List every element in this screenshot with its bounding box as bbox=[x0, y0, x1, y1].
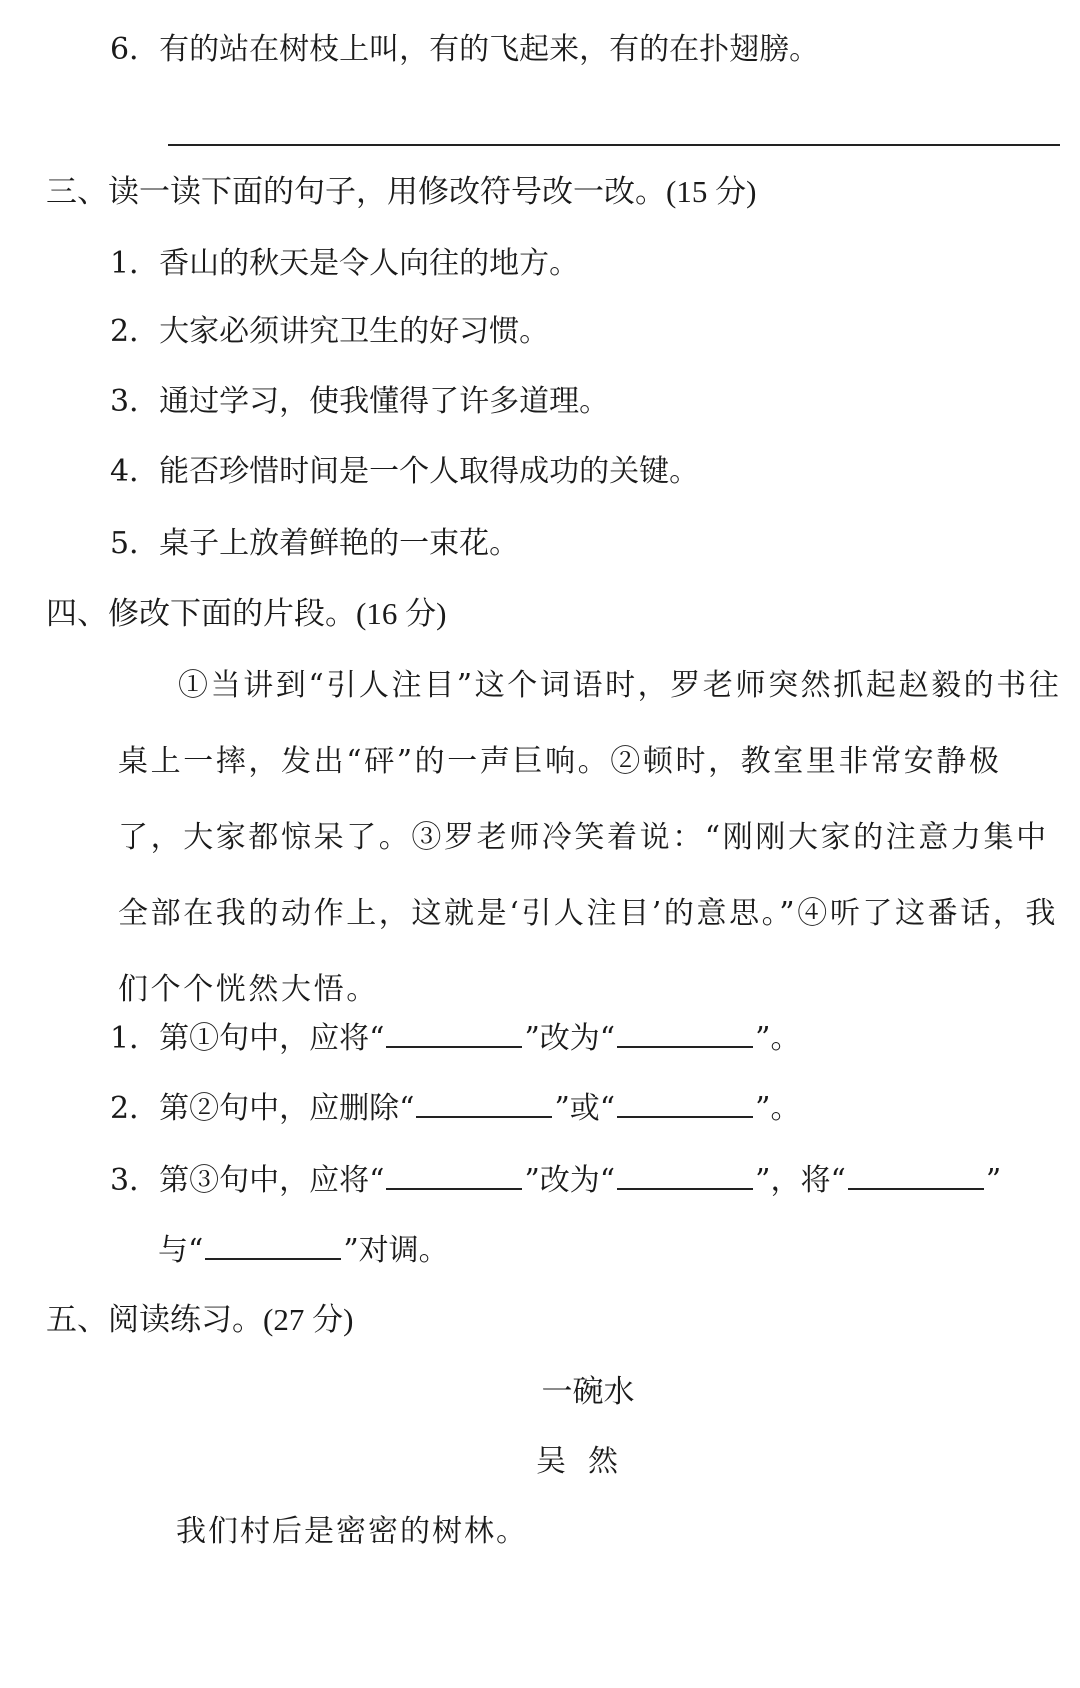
sentence-2: ②顿时，教室里非常安静极了，大家都惊呆了。 bbox=[118, 744, 1002, 855]
question-text: ”。 bbox=[755, 1091, 801, 1126]
section-points: (16 分) bbox=[356, 596, 447, 631]
question-text: ”或“ bbox=[554, 1091, 616, 1126]
s4-question-2 bbox=[110, 1086, 800, 1129]
item-number: 1． bbox=[110, 246, 160, 281]
answer-blank[interactable] bbox=[386, 1016, 522, 1048]
sentence-4: ④听了这番话，我们个个恍然大悟。 bbox=[118, 896, 1059, 1007]
s4-question-3-continued bbox=[158, 1228, 449, 1271]
question-text: ”改为“ bbox=[524, 1021, 616, 1056]
question-number: 1． bbox=[110, 1021, 160, 1056]
item-number: 3． bbox=[110, 384, 160, 419]
item-number: 4． bbox=[110, 454, 160, 489]
answer-blank[interactable] bbox=[386, 1158, 522, 1190]
q2-item-6 bbox=[110, 30, 819, 70]
section-5-heading bbox=[46, 1300, 353, 1340]
question-text: 第①句中，应将“ bbox=[159, 1021, 385, 1056]
question-text: ”改为“ bbox=[524, 1163, 616, 1198]
item-text: 通过学习，使我懂得了许多道理。 bbox=[159, 384, 610, 419]
question-text: ”。 bbox=[755, 1021, 801, 1056]
item-number: 6． bbox=[110, 32, 160, 67]
section-heading-text: 四、修改下面的片段。 bbox=[46, 596, 356, 632]
item-text: 能否珍惜时间是一个人取得成功的关键。 bbox=[159, 454, 700, 489]
question-text: ”对调。 bbox=[343, 1233, 449, 1268]
s3-item-4 bbox=[110, 452, 699, 492]
section-heading-text: 五、阅读练习。 bbox=[46, 1302, 263, 1338]
s3-item-2 bbox=[110, 312, 549, 352]
item-text: 有的站在树枝上叫，有的飞起来，有的在扑翅膀。 bbox=[159, 32, 820, 67]
reading-author: 吴然 bbox=[536, 1444, 640, 1479]
section-points: (27 分) bbox=[263, 1302, 354, 1337]
item-text: 香山的秋天是令人向往的地方。 bbox=[159, 246, 580, 281]
answer-blank[interactable] bbox=[205, 1228, 341, 1260]
sentence-1: ①当讲到“引人注目”这个词语时，罗老师突然抓起赵毅的书往桌上一摔，发出“砰”的一声巨响。 bbox=[118, 668, 1062, 779]
answer-blank[interactable] bbox=[617, 1016, 753, 1048]
question-number: 2． bbox=[110, 1091, 160, 1126]
question-text: 第②句中，应删除“ bbox=[159, 1091, 415, 1126]
s3-item-3 bbox=[110, 382, 609, 422]
item-number: 2． bbox=[110, 314, 160, 349]
s4-question-3 bbox=[110, 1158, 1001, 1201]
question-text: 第③句中，应将“ bbox=[159, 1163, 385, 1198]
section-points: (15 分) bbox=[666, 174, 757, 209]
s3-item-1 bbox=[110, 244, 579, 284]
answer-blank[interactable] bbox=[617, 1158, 753, 1190]
item-number: 5． bbox=[110, 526, 160, 561]
answer-blank[interactable] bbox=[416, 1086, 552, 1118]
reading-first-line: 我们村后是密密的树林。 bbox=[176, 1514, 528, 1549]
section-4-heading bbox=[46, 594, 446, 634]
s3-item-5 bbox=[110, 524, 519, 564]
item-text: 大家必须讲究卫生的好习惯。 bbox=[159, 314, 550, 349]
sentence-3: ③罗老师冷笑着说：“刚刚大家的注意力集中全部在我的动作上，这就是‘引人注目’的意思。” bbox=[118, 820, 1049, 931]
passage-paragraph bbox=[118, 648, 1062, 1028]
reading-title: 一碗水 bbox=[541, 1374, 635, 1410]
answer-line[interactable] bbox=[168, 144, 1060, 146]
s4-question-1 bbox=[110, 1016, 800, 1059]
question-number: 3． bbox=[110, 1163, 160, 1198]
section-3-heading bbox=[46, 172, 756, 212]
question-text: ”，将“ bbox=[755, 1163, 846, 1198]
question-text: 与“ bbox=[158, 1233, 204, 1268]
answer-blank[interactable] bbox=[848, 1158, 984, 1190]
item-text: 桌子上放着鲜艳的一束花。 bbox=[159, 526, 520, 561]
section-heading-text: 三、读一读下面的句子，用修改符号改一改。 bbox=[46, 174, 666, 210]
question-text: ” bbox=[985, 1163, 1002, 1198]
answer-blank[interactable] bbox=[617, 1086, 753, 1118]
